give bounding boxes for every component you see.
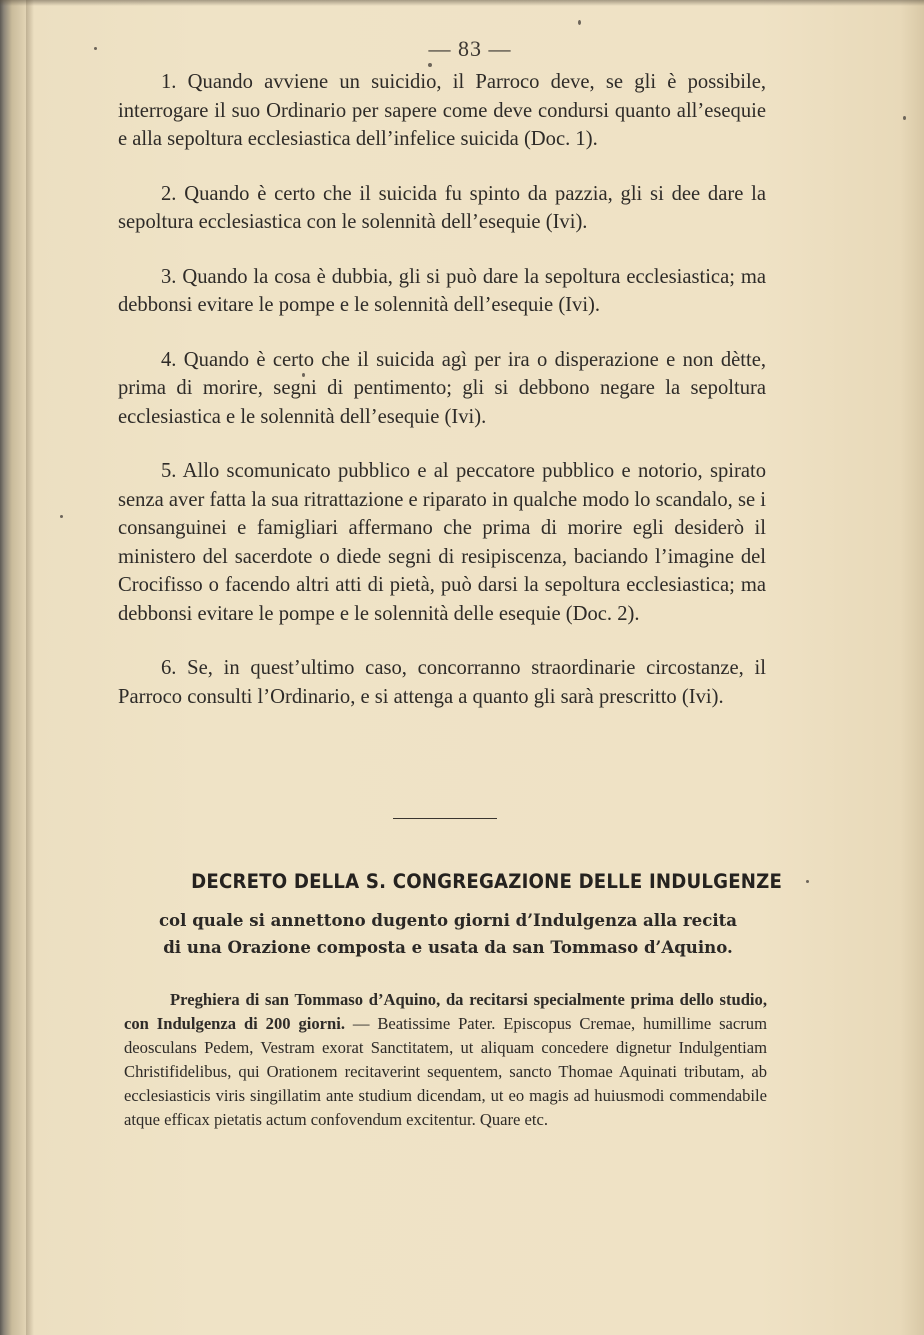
prayer-text-block: [124, 988, 767, 1132]
paragraph-2: 2. Quando è certo che il suicida fu spinto da pazzia, gli si dee dare la sepoltura ecclesiastica con le solennità dell’esequie (Ivi).: [118, 182, 766, 233]
prayer-lead: Preghiera di san Tommaso d’Aquino, da recitarsi specialmente prima dello studio, con Indulgenza di 200 giorni.: [124, 990, 767, 1033]
ink-speck: [578, 20, 581, 25]
ink-speck: [302, 373, 305, 377]
paragraph-1: 1. Quando avviene un suicidio, il Parroco deve, se gli è possibile, interrogare il suo Ordinario per sapere come deve condursi quanto all’esequie e alla sepoltura ecclesiastica dell’infelice suicida (Doc. 1).: [118, 71, 766, 150]
decree-title: DECRETO DELLA S. CONGREGAZIONE DELLE INDULGENZE: [191, 870, 783, 893]
prayer-paragraph: [124, 988, 767, 1132]
paragraph-5: 5. Allo scomunicato pubblico e al peccatore pubblico e notorio, spirato senza aver fatta la sua ritrattazione e riparato in qualche modo lo scandalo, se i consanguinei e famigliari affermano che prima di morire egli desiderò il ministero del sacerdote o diede segni di resipiscenza, baciando l’imagine del Crocifisso o facendo altri atti di pietà, può darsi la sepoltura ecclesiastica; ma debbonsi evitare le pompe e le solennità delle esequie (Doc. 2).: [118, 460, 766, 625]
paragraph-6: 6. Se, in quest’ultimo caso, concorranno straordinarie circostanze, il Parroco consulti l’Ordinario, e si attenga a quanto gli sarà prescritto (Ivi).: [118, 657, 766, 708]
ink-speck: [94, 47, 97, 50]
section-divider: [393, 818, 497, 819]
prayer-body: — Beatissime Pater. Episcopus Cremae, humillime sacrum deosculans Pedem, Vestram exorat Sanctitatem, ut aliquam concedere dignetur Indulgentiam Christifidelibus, qui Orationem recitaverint sequentem, sancto Thomae Aquinati tributam, ab ecclesiasticis viris singillatim ante studium dicendam, ut eo magis ad huiusmodi commendabile atque efficax pietatis actum confovendum excitentur. Quare etc.: [124, 1014, 768, 1129]
ink-speck: [60, 515, 63, 518]
ink-speck: [428, 63, 432, 67]
page-number: — 83 —: [428, 36, 512, 61]
paragraph-4: 4. Quando è certo che il suicida agì per ira o disperazione e non dètte, prima di morire, segni di pentimento; gli si debbono negare la sepoltura ecclesiastica e le solennità dell’esequie (Ivi).: [118, 348, 766, 428]
paragraph-3: 3. Quando la cosa è dubbia, gli si può dare la sepoltura ecclesiastica; ma debbonsi evitare le pompe e le solennità dell’esequie (Ivi).: [118, 265, 766, 316]
binding-shadow: [26, 0, 34, 1335]
main-text: [118, 68, 766, 737]
decree-subtitle-line-2: di una Orazione composta e usata da san Tommaso d’Aquino.: [163, 937, 733, 957]
page-top-edge: [0, 0, 924, 6]
decree-subtitle: [128, 907, 768, 961]
ink-speck: [806, 880, 809, 883]
ink-speck: [903, 116, 906, 120]
book-binding: [0, 0, 26, 1335]
decree-subtitle-line-1: col quale si annettono dugento giorni d’Indulgenza alla recita: [158, 910, 738, 930]
